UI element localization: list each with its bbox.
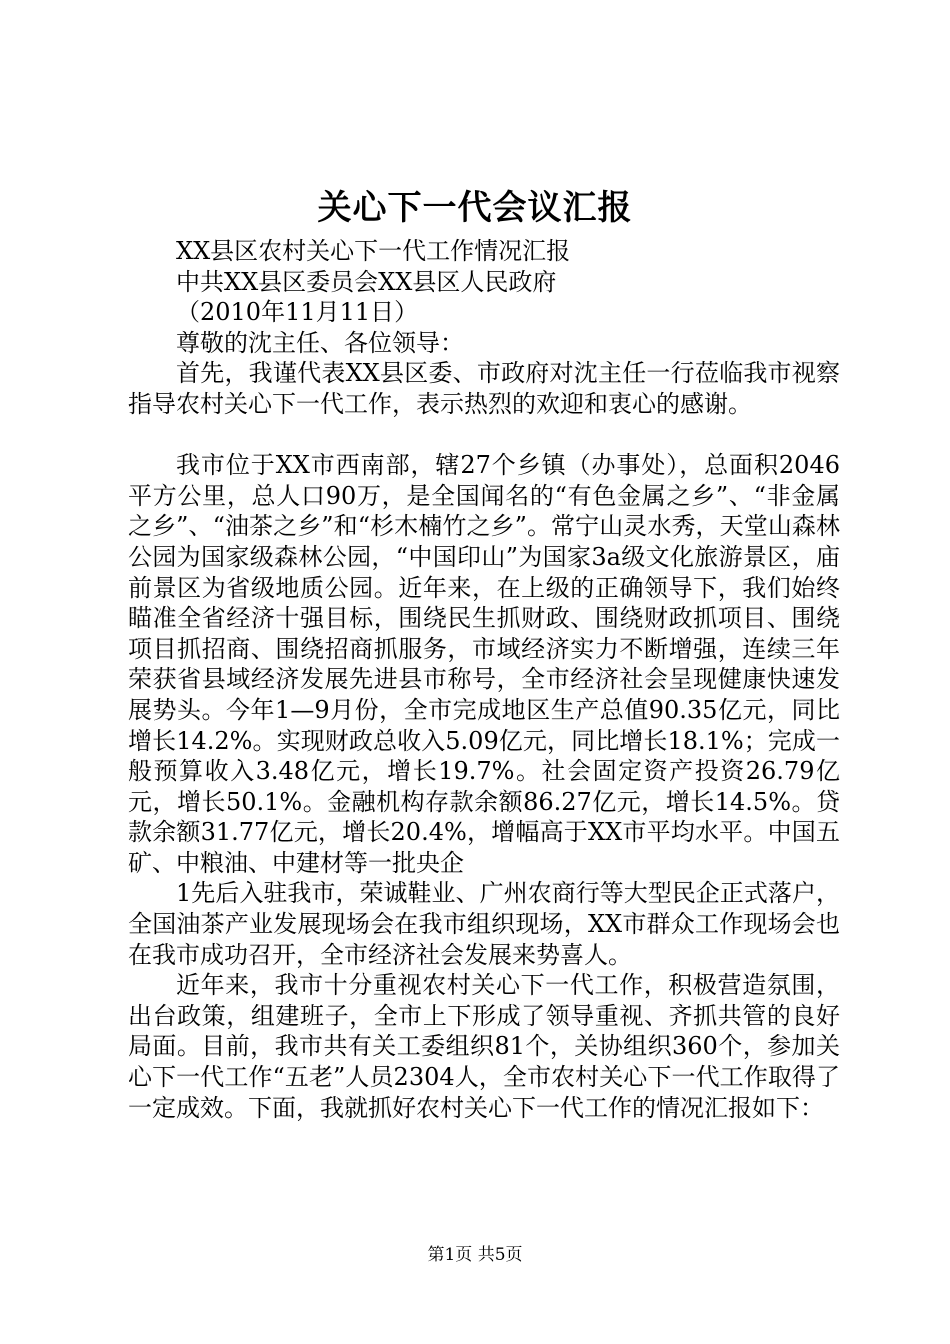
opening-paragraph: 首先，我谨代表XX县区委、市政府对沈主任一行莅临我市视察指导农村关心下一代工作，表示热烈的欢迎和衷心的感谢。 <box>128 359 840 418</box>
report-date: （2010年11月11日） <box>176 298 419 327</box>
city-overview-paragraph: 我市位于XX市西南部，辖27个乡镇（办事处），总面积2046平方公里，总人口90万，是全国闻名的“有色金属之乡”、“非金属之乡”、“油茶之乡”和“杉木楠竹之乡”。常宁山灵水秀，天堂山森林公园为国家级森林公园，“中国印山”为国家3a级文化旅游景区，庙前景区为省级地质公园。近年来，在上级的正确领导下，我们始终瞄准全省经济十强目标，围绕民生抓财政、围绕财政抓项目、围绕项目抓招商、围绕招商抓服务，市域经济实力不断增强，连续三年荣获省县域经济发展先进县市称号，全市经济社会呈现健康快速发展势头。今年1—9月份，全市完成地区生产总值90.35亿元，同比增长14.2%。实现财政总收入5.09亿元，同比增长18.1%；完成一般预算收入3.48亿元，增长19.7%。社会固定资产投资26.79亿元，增长50.1%。金融机构存款余额86.27亿元，增长14.5%。贷款余额31.77亿元，增长20.4%，增幅高于XX市平均水平。中国五矿、中粮油、中建材等一批央企 <box>128 451 840 877</box>
page-number: 第1页 共5页 <box>427 1245 523 1265</box>
document-body <box>128 236 840 1123</box>
youth-work-paragraph: 近年来，我市十分重视农村关心下一代工作，积极营造氛围，出台政策，组建班子，全市上下形成了领导重视、齐抓共管的良好局面。目前，我市共有关工委组织81个，关协组织360个，参加关心下一代工作“五老”人员2304人，全市农村关心下一代工作取得了一定成效。下面，我就抓好农村关心下一代工作的情况汇报如下： <box>128 971 840 1122</box>
report-subtitle: XX县区农村关心下一代工作情况汇报 <box>176 237 571 265</box>
report-issuer: 中共XX县区委员会XX县区人民政府 <box>176 267 557 296</box>
document-title: 关心下一代会议汇报 <box>317 188 633 228</box>
enterprise-paragraph: 1先后入驻我市，荣诚鞋业、广州农商行等大型民企正式落户，全国油茶产业发展现场会在我市组织现场，XX市群众工作现场会也在我市成功召开，全市经济社会发展来势喜人。 <box>128 879 840 969</box>
salutation: 尊敬的沈主任、各位领导： <box>176 328 464 357</box>
